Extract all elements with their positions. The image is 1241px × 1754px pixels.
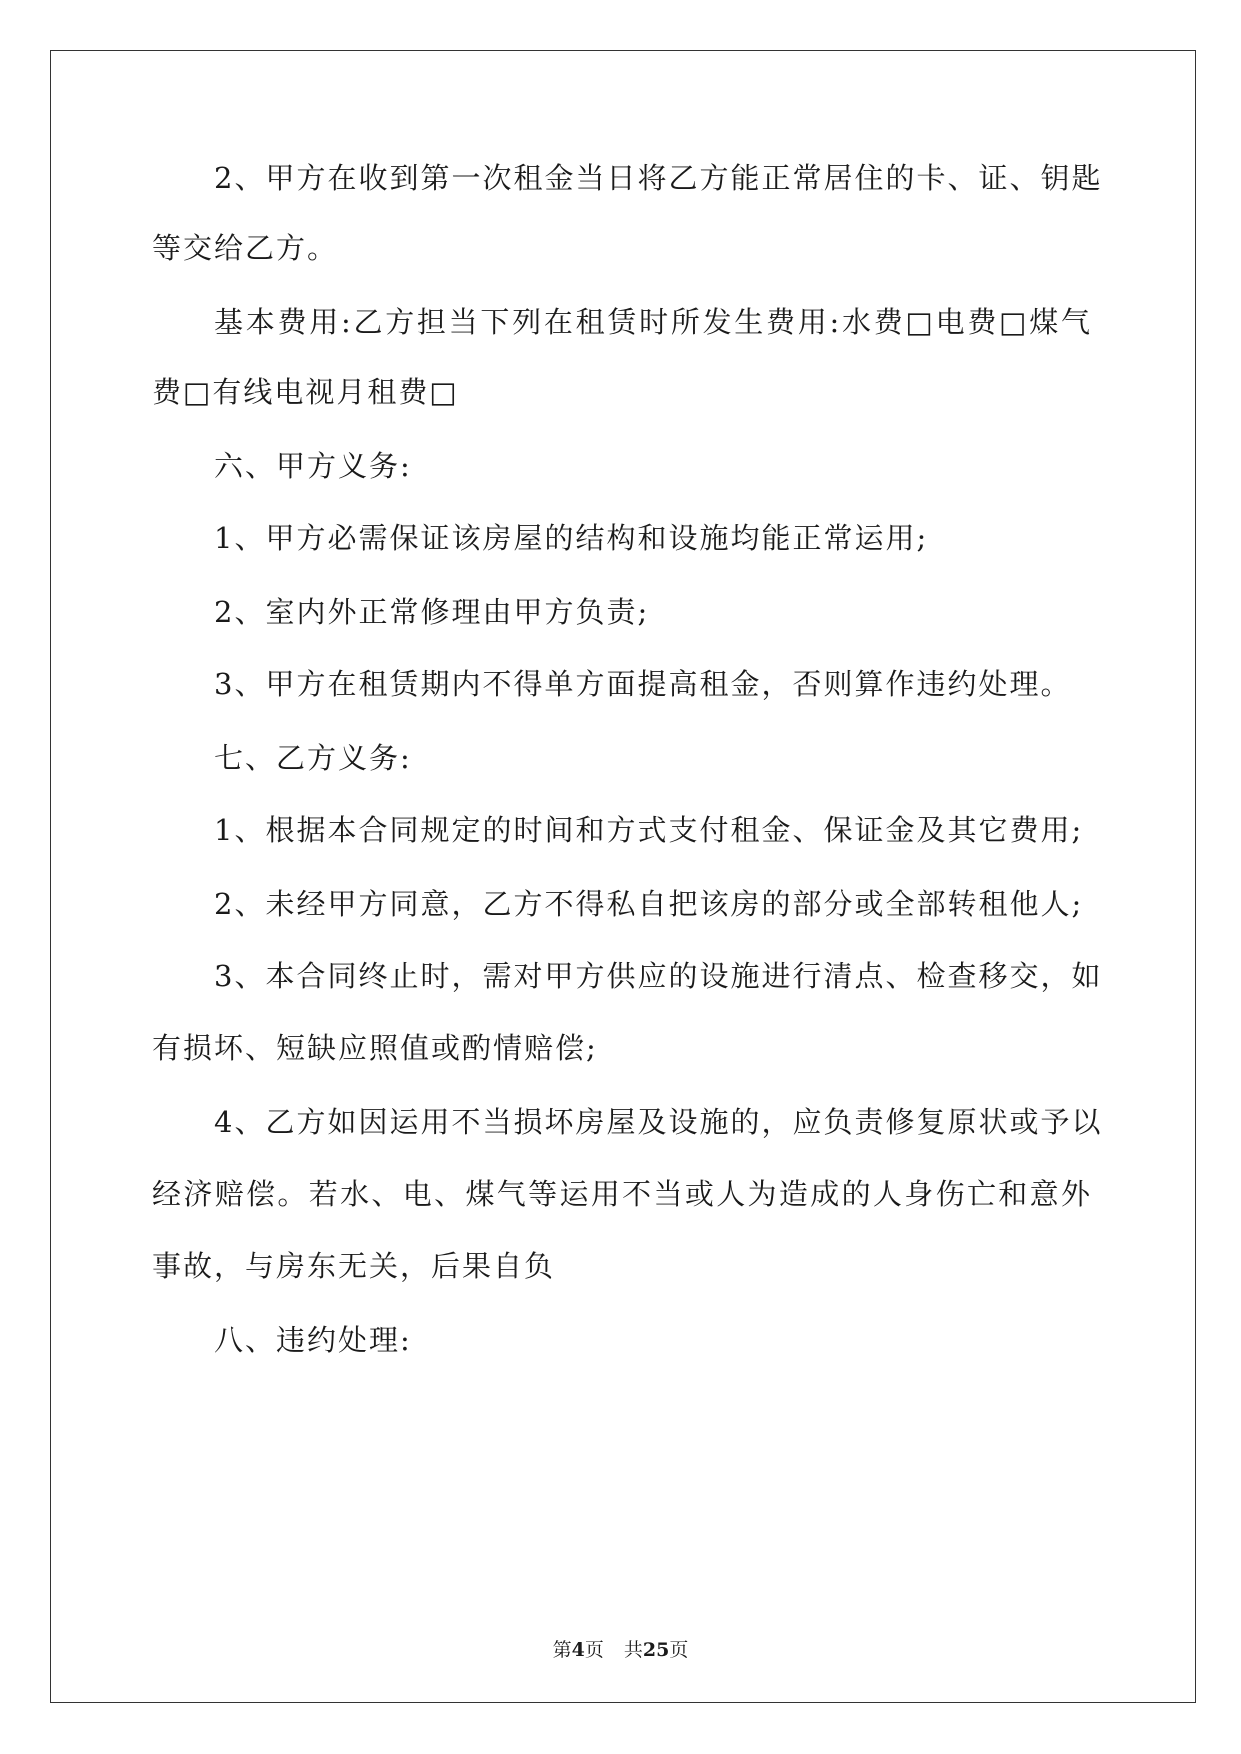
- total-pages: 25: [642, 1639, 670, 1661]
- paragraph-line: 2、室内外正常修理由甲方负责;: [214, 595, 650, 629]
- paragraph-line: 基本费用:乙方担当下列在租赁时所发生费用:水费□电费□煤气: [214, 305, 1092, 339]
- paragraph-line: 2、未经甲方同意，乙方不得私自把该房的部分或全部转租他人;: [214, 887, 1084, 921]
- total-pages-prefix: 共: [623, 1639, 643, 1661]
- paragraph-line: 3、甲方在租赁期内不得单方面提高租金，否则算作违约处理。: [214, 667, 1072, 701]
- paragraph-line: 2、甲方在收到第一次租金当日将乙方能正常居住的卡、证、钥匙: [214, 161, 1103, 195]
- page-number: 4: [571, 1639, 585, 1661]
- paragraph-line: 等交给乙方。: [152, 231, 339, 265]
- paragraph-line: 1、根据本合同规定的时间和方式支付租金、保证金及其它费用;: [214, 813, 1084, 847]
- paragraph-line: 3、本合同终止时，需对甲方供应的设施进行清点、检查移交，如: [214, 959, 1103, 993]
- section-heading: 八、违约处理:: [214, 1323, 412, 1357]
- section-heading: 七、乙方义务:: [214, 741, 412, 775]
- section-heading: 六、甲方义务:: [214, 449, 412, 483]
- paragraph-line: 费□有线电视月租费□: [152, 375, 459, 409]
- total-pages-suffix: 页: [669, 1639, 689, 1661]
- paragraph-line: 有损坏、短缺应照值或酌情赔偿;: [152, 1031, 598, 1065]
- paragraph-line: 4、乙方如因运用不当损坏房屋及设施的，应负责修复原状或予以: [214, 1105, 1103, 1139]
- page-border: [50, 50, 1196, 1703]
- paragraph-line: 1、甲方必需保证该房屋的结构和设施均能正常运用;: [214, 521, 929, 555]
- paragraph-line: 经济赔偿。若水、电、煤气等运用不当或人为造成的人身伤亡和意外: [152, 1177, 1092, 1211]
- page-number-suffix: 页: [584, 1639, 604, 1661]
- paragraph-line: 事故，与房东无关，后果自负: [152, 1249, 556, 1283]
- page-footer: [0, 1635, 1241, 1662]
- page-number-prefix: 第: [552, 1639, 572, 1661]
